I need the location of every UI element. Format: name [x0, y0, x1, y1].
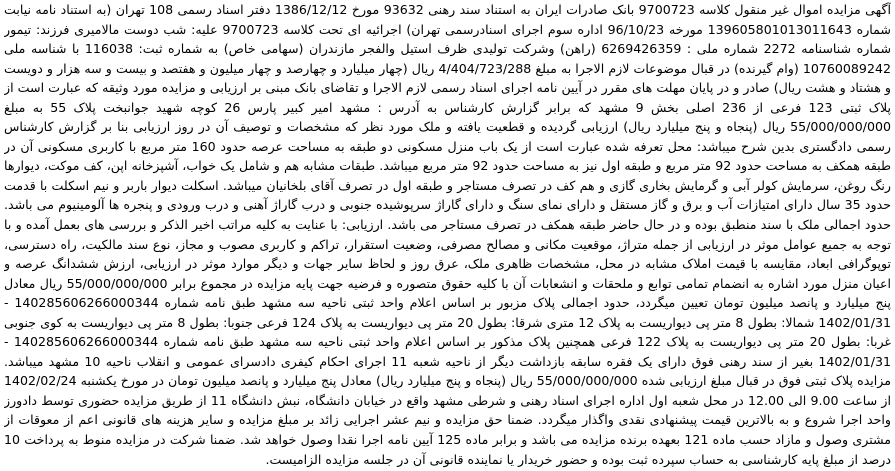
auction-notice	[4, 0, 891, 471]
notice-body-text: آگهی مزایده اموال غیر منقول کلاسه 9700723 بانک صادرات ایران به استناد سند رهنی 93632 مورخ 1386/12/12 دفتر اسناد رسمی 108 تهران (به استناد نامه نیابت شماره 139605801013011643 مورخه 96/10/23 اداره سوم اجرای اسنادرسمی تهران) اجرائیه ای تحت کلاسه 9700723 علیه: شب دوست مالامیری فرزند: تیمور شماره شناسنامه 2272 شماره ملی : 6269426359 (راهن) وشرکت تولیدی ظرف استیل والفجر مازندران (سهامی خاص) به شماره ثبت: 116038 با شناسه ملی 10760089242 (وام گیرنده) در قبال موضوعات لازم الاجرا به مبلغ 4/404/723/288 ریال (چهار میلیارد و چهارصد و چهار میلیون و هفتصد و بیست و سه هزار و دویست و هشتاد و هشت ریال) صادر و در پایان مهلت های مقرر در آیین نامه اجرای اسناد رسمی لازم الاجرا و تقاضای بانک مبنی بر ارزیابی و مزایده مورد وثیقه که عبارت است از پلاک ثبتی 123 فرعی از 236 اصلی بخش 9 مشهد که برابر گزارش کارشناس به آدرس : مشهد امیر کبیر پارس 26 کوچه شهید جوانبخت پلاک 55 به مبلغ 55/000/000/000 ریال (پنجاه و پنج میلیارد ریال) ارزیابی گردیده و قطعیت یافته و ملک مورد نظر که مشخصات و توصیف آن در روز ارزیابی بنا بر گزارش کارشناس رسمی دادگستری بدین شرح میباشد: محل تعرفه شده عبارت است از یک باب منزل مسکونی دو طبقه به مساحت عرصه حدود 160 متر مربع با کاربری مسکونی آن در طبقه همکف به مساحت حدود 92 متر مربع و طبقه اول نیز به مساحت حدود 92 متر مربع میباشد. طبقات مشابه هم و شامل یک خواب، آشپزخانه اپن، کف موکت، دیوارها رنگ روغن، سرمایش کولر آبی و گرمایش بخاری گازی و هم کف در تصرف مستاجر و طبقه اول در تصرف آقای بلخانیان میباشد. اسکلت دیوار باربر و نیم اسکلت با قدمت حدود 35 سال دارای امتیازات آب و برق و گاز مستقل و دارای نمای سنگ و دارای گاراژ سرپوشیده جنوبی و درب گاراژ آهنی و درب ورودی و پنجره ها آلومینیوم می باشد. حدود اجمالی ملک با سند منطبق بوده و در حال حاضر طبقه همکف در تصرف مستاجر می باشد. ارزیابی: با عنایت به کلیه مراتب اخیر الذکر و بررسی های بعمل آمده و با توجه به جمیع عوامل موثر در ارزیابی از جمله متراژ، موقعیت مکانی و مصالح مصرفی، وضعیت استقرار، تراکم و کاربری مصوب و مجاز، نوع سند مالکیت، راه دسترسی، توپوگرافی ابعاد، مقایسه با قیمت املاک مشابه در محل، مشخصات ظاهری ملک، عرق روز و لحاظ سایر جهات و دیگر موارد موثر در ارزیابی، ارزش ششدانگ عرصه و اعیان منزل مورد اشاره به انضمام تمامی توابع و ملحقات و انشعابات آن با کلیه حقوق متصوره و فرضیه جهت پایه مزایده در مجموع برابر 55/000/000/000 ریال معادل پنج میلیارد و پانصد میلیون تومان تعیین میگردد، حدود اجمالی پلاک مزبور بر اساس اعلام واحد ثبتی ناحیه سه مشهد طبق نامه شماره 140285606266000344 - 1402/01/31 شمالا: بطول 8 متر پی دیواریست به پلاک 12 متری شرقا: بطول 20 متر پی دیواریست به پلاک 124 فرعی جنوبا: بطول 8 متر پی دیواریست به کوی جنوبی غربا: بطول 20 متر پی دیواریست به پلاک 122 فرعی همچنین پلاک مذکور بر اساس اعلام واحد ثبتی ناحیه سه مشهد طبق نامه شماره 140285606266000344 - 1402/01/31 بغیر از سند رهنی فوق دارای یک فقره سابقه بازداشت دیگر از ناحیه شعبه 11 اجرای احکام کیفری دادسرای عمومی و انقلاب ناحیه 10 مشهد میباشد. مزایده پلاک ثبتی فوق در قبال مبلغ ارزیابی شده 55/000/000/000 ریال (پنجاه و پنج میلیارد ریال) معادل پنج میلیارد و پانصد میلیون تومان در مورخ یکشنبه 1402/02/24 از ساعت 9.00 الی 12.00 در محل شعبه اول اداره اجرای اسناد رهنی و شرطی مشهد واقع در خیابان دانشگاه، نبش دانشگاه 11 از طریق مزایده حضوری توسط دادورز واحد اجرا شروع و به بالاترین قیمت پیشنهادی نقدی واگذار میگردد. ضمنا حق مزایده و نیم عشر اجرایی زائد بر مبلغ مزایده و سایر هزینه های قانونی اعم از معوقات از مشتری وصول و مازاد حسب ماده 121 بعهده برنده مزایده می باشد و برابر ماده 125 آیین نامه اجرا نقدا وصول خواهد شد. ضمنا شرکت در مزایده منوط به پرداخت 10 درصد از مبلغ پایه کارشناسی به حساب سپرده ثبت بوده و حضور خریدار یا نماینده قانونی آن در جلسه مزایده الزامیست.	[4, 2, 891, 467]
